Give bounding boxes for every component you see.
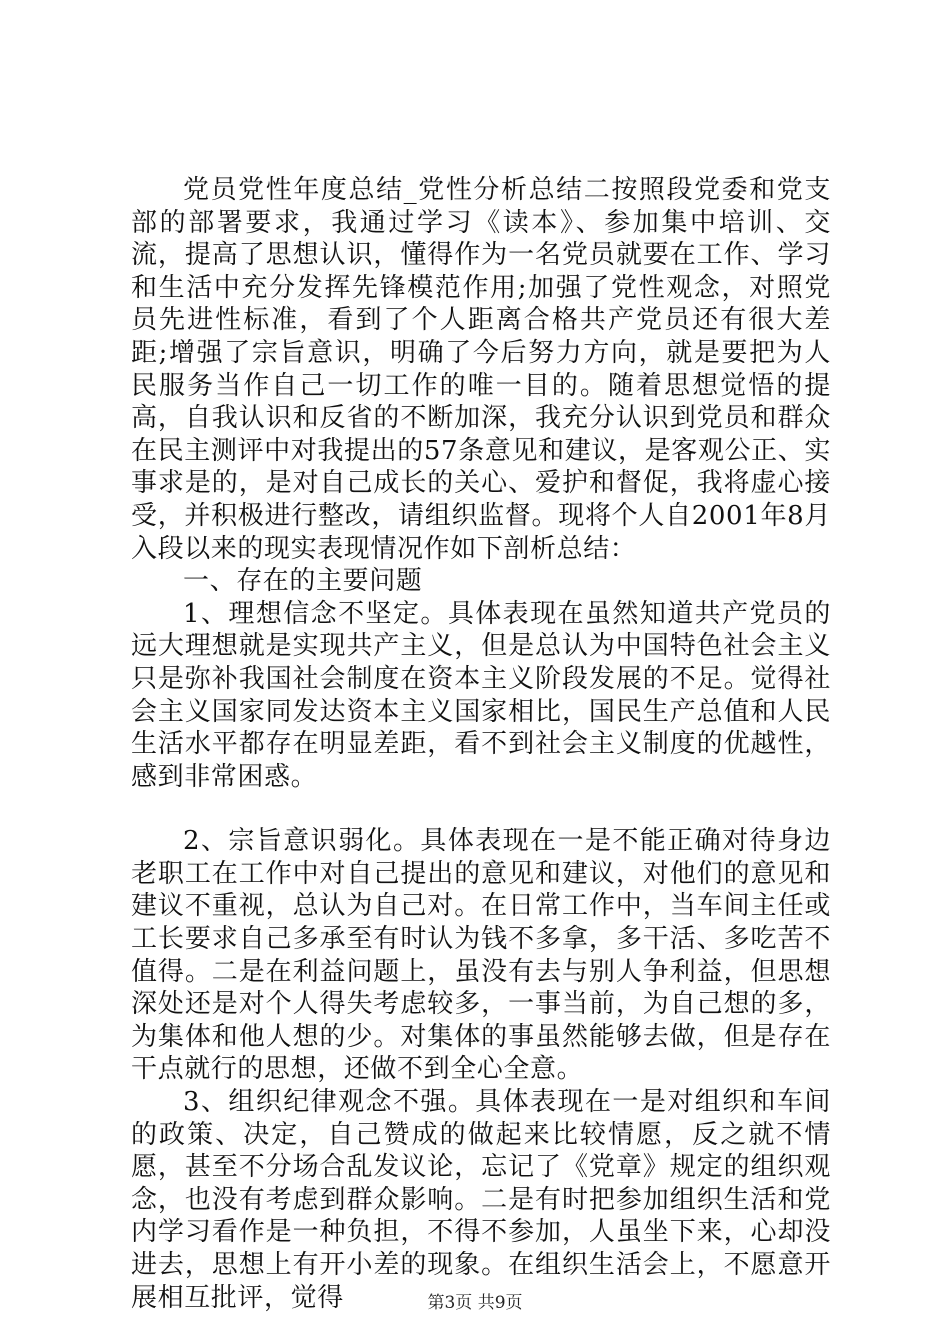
paragraph-intro: 党员党性年度总结_党性分析总结二按照段党委和党支部的部署要求，我通过学习《读本》、参加集中培训、交流，提高了思想认识，懂得作为一名党员就要在工作、学习和生活中充分发挥先锋模范作用;加强了党性观念，对照党员先进性标准，看到了个人距离合格共产党员还有很大差距;增强了宗旨意识，明确了今后努力方向，就是要把为人民服务当作自己一切工作的唯一目的。随着思想觉悟的提高，自我认识和反省的不断加深，我充分认识到党员和群众在民主测评中对我提出的57条意见和建议，是客观公正、实事求是的，是对自己成长的关心、爱护和督促，我将虚心接受，并积极进行整改，请组织监督。现将个人自2001年8月入段以来的现实表现情况作如下剖析总结： — [131, 175, 831, 564]
paragraph-item-3: 3、组织纪律观念不强。具体表现在一是对组织和车间的政策、决定，自己赞成的做起来比较情愿，反之就不情愿，甚至不分场合乱发议论，忘记了《党章》规定的组织观念，也没有考虑到群众影响。二是有时把参加组织生活和党内学习看作是一种负担，不得不参加，人虽坐下来，心却没进去，思想上有开小差的现象。在组织生活会上，不愿意开展相互批评，觉得 — [131, 1087, 831, 1313]
paragraph-item-2: 2、宗旨意识弱化。具体表现在一是不能正确对待身边老职工在工作中对自己提出的意见和建议，对他们的意见和建议不重视，总认为自己对。在日常工作中，当车间主任或工长要求自己多承至有时认为钱不多拿，多干活、多吃苦不值得。二是在利益问题上，虽没有去与别人争利益，但思想深处还是对个人得失考虑较多，一事当前，为自己想的多，为集体和他人想的少。对集体的事虽然能够去做，但是存在干点就行的思想，还做不到全心全意。 — [131, 826, 831, 1085]
page-number-footer: 第3页 共9页 — [427, 1293, 523, 1313]
paragraph-item-1: 1、理想信念不坚定。具体表现在虽然知道共产党员的远大理想就是实现共产主义，但是总认为中国特色社会主义只是弥补我国社会制度在资本主义阶段发展的不足。觉得社会主义国家同发达资本主义国家相比，国民生产总值和人民生活水平都存在明显差距，看不到社会主义制度的优越性，感到非常困惑。 — [131, 598, 831, 792]
document-body — [131, 174, 831, 1314]
section-heading: 一、存在的主要问题 — [183, 566, 423, 597]
